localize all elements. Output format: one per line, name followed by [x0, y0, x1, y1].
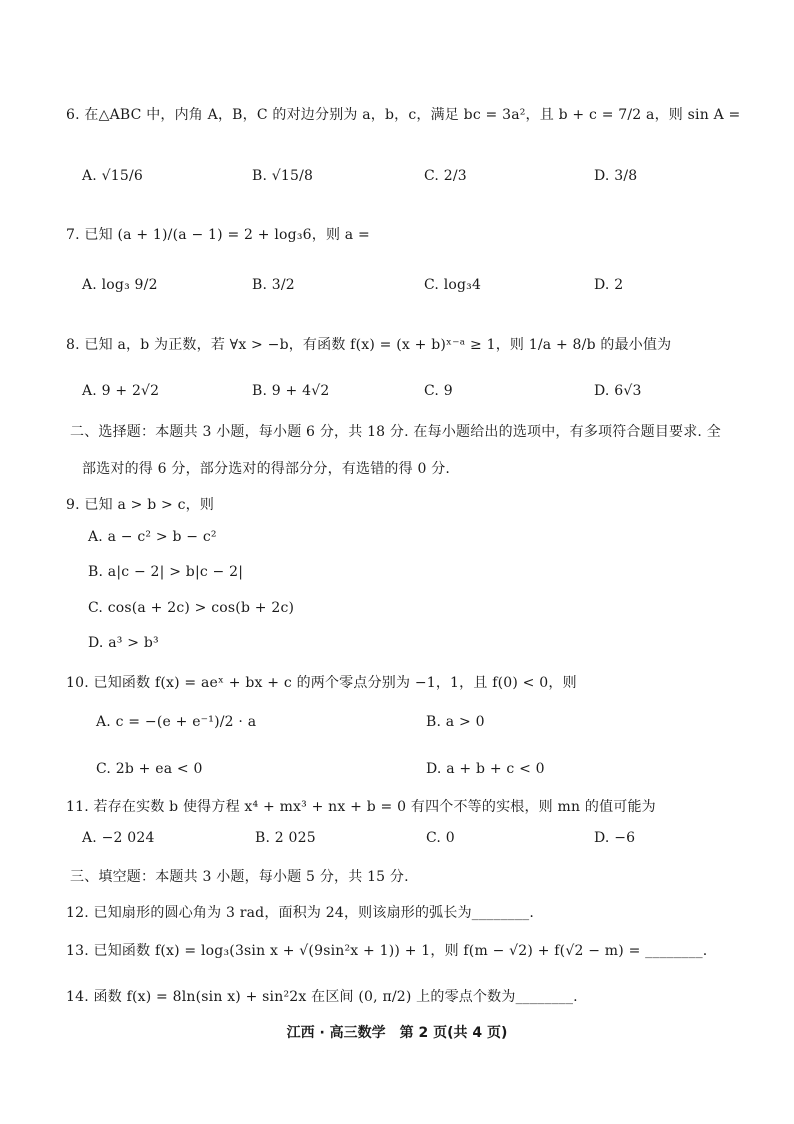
- question-8-option-d: D. 6√3: [594, 383, 642, 399]
- question-9-option-b: B. a|c − 2| > b|c − 2|: [88, 564, 244, 580]
- section-2-heading-line-2: 部选对的得 6 分，部分选对的得部分分，有选错的得 0 分.: [82, 461, 451, 477]
- question-10-option-c: C. 2b + ea < 0: [96, 761, 203, 777]
- question-13: 13. 已知函数 f(x) = log₃(3sin x + √(9sin²x + 1)) + 1，则 f(m − √2) + f(√2 − m) = ________.: [66, 943, 708, 959]
- question-6-option-c: C. 2/3: [424, 168, 467, 184]
- question-9-option-d: D. a³ > b³: [88, 635, 159, 651]
- section-2-heading-line-1: 二、选择题：本题共 3 小题，每小题 6 分，共 18 分. 在每小题给出的选项中，有多项符合题目要求. 全: [70, 424, 721, 440]
- question-7-option-c: C. log₃4: [424, 277, 482, 293]
- question-11-stem: 11. 若存在实数 b 使得方程 x⁴ + mx³ + nx + b = 0 有四个不等的实根，则 mn 的值可能为: [66, 799, 656, 815]
- question-11-option-d: D. −6: [594, 830, 636, 846]
- question-6-stem: 6. 在△ABC 中，内角 A，B，C 的对边分别为 a，b，c，满足 bc = 3a²，且 b + c = 7/2 a，则 sin A =: [66, 107, 741, 123]
- question-6-option-a: A. √15/6: [82, 168, 143, 184]
- question-9-stem: 9. 已知 a > b > c，则: [66, 497, 215, 513]
- question-11-option-c: C. 0: [426, 830, 455, 846]
- question-6-option-b: B. √15/8: [252, 168, 314, 184]
- question-8-option-a: A. 9 + 2√2: [82, 383, 160, 399]
- question-7-option-b: B. 3/2: [252, 277, 295, 293]
- question-8-option-c: C. 9: [424, 383, 453, 399]
- page-footer: 江西 · 高三数学 第 2 页(共 4 页): [286, 1025, 508, 1041]
- question-8-option-b: B. 9 + 4√2: [252, 383, 330, 399]
- question-10-option-d: D. a + b + c < 0: [426, 761, 545, 777]
- question-10-option-b: B. a > 0: [426, 714, 485, 730]
- section-3-heading: 三、填空题：本题共 3 小题，每小题 5 分，共 15 分.: [70, 869, 409, 885]
- question-9-option-a: A. a − c² > b − c²: [88, 529, 217, 545]
- question-12: 12. 已知扇形的圆心角为 3 rad，面积为 24，则该扇形的弧长为________.: [66, 905, 535, 921]
- question-10-option-a: A. c = −(e + e⁻¹)/2 · a: [96, 714, 257, 730]
- question-10-stem: 10. 已知函数 f(x) = aeˣ + bx + c 的两个零点分别为 −1，1，且 f(0) < 0，则: [66, 675, 577, 691]
- question-11-option-a: A. −2 024: [82, 830, 155, 846]
- question-7-option-d: D. 2: [594, 277, 624, 293]
- question-6-option-d: D. 3/8: [594, 168, 638, 184]
- question-7-option-a: A. log₃ 9/2: [82, 277, 158, 293]
- question-11-option-b: B. 2 025: [255, 830, 316, 846]
- question-7-stem: 7. 已知 (a + 1)/(a − 1) = 2 + log₃6，则 a =: [66, 227, 370, 243]
- question-14: 14. 函数 f(x) = 8ln(sin x) + sin²2x 在区间 (0, π/2) 上的零点个数为________.: [66, 989, 578, 1005]
- question-9-option-c: C. cos(a + 2c) > cos(b + 2c): [88, 600, 295, 616]
- question-8-stem: 8. 已知 a，b 为正数，若 ∀x > −b，有函数 f(x) = (x + b)ˣ⁻ᵃ ≥ 1，则 1/a + 8/b 的最小值为: [66, 337, 672, 353]
